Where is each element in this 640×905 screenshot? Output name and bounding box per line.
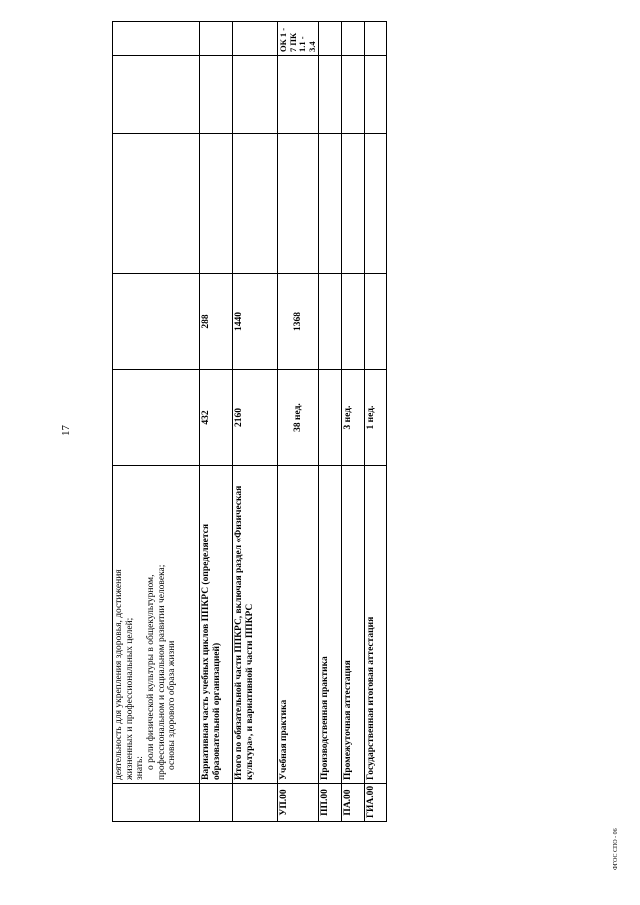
document-footer: ФГОС СПО - 06 bbox=[613, 828, 619, 870]
row-code bbox=[233, 784, 278, 822]
description-line: знать: bbox=[135, 756, 146, 780]
cell-competence-codes: ОК 1 - 7 ПК 1.1 - 3.4 bbox=[278, 22, 319, 56]
table-row bbox=[200, 22, 233, 822]
cell-disciplines bbox=[200, 134, 233, 274]
page-number: 17 bbox=[60, 425, 72, 436]
cell-extra bbox=[342, 22, 365, 56]
description-line: профессиональном и социальном развитии человека; bbox=[156, 564, 167, 780]
cell-max-load: 3 нед. bbox=[342, 370, 365, 466]
cell-competences bbox=[200, 56, 233, 134]
description-line: жизненных и профессиональных целей; bbox=[124, 617, 135, 780]
cell-required-hours: 1368 bbox=[278, 274, 319, 370]
row-code: ПП.00 bbox=[319, 784, 342, 822]
cell-required-hours bbox=[319, 274, 342, 370]
cell-extra bbox=[365, 22, 387, 56]
table-row bbox=[365, 22, 387, 822]
cell-max-load: 2160 bbox=[233, 370, 278, 466]
cell-max-load: 432 bbox=[200, 370, 233, 466]
row-name: Вариативная часть учебных циклов ППКРС (определяется образовательной организацией) bbox=[200, 466, 233, 784]
row-code bbox=[200, 784, 233, 822]
cell-required-hours bbox=[342, 274, 365, 370]
description-line: основы здорового образа жизни bbox=[167, 640, 178, 770]
cell-disciplines bbox=[233, 134, 278, 274]
curriculum-table-rotated bbox=[112, 22, 377, 822]
cell-disciplines bbox=[365, 134, 387, 274]
cell-disciplines bbox=[342, 134, 365, 274]
cell-required-hours: 1440 bbox=[233, 274, 278, 370]
cell-disciplines bbox=[278, 134, 319, 274]
description-line: деятельность для укрепления здоровья, достижения bbox=[114, 569, 124, 780]
cell-required-hours: 288 bbox=[200, 274, 233, 370]
cell-max-load: 38 нед. bbox=[278, 370, 319, 466]
row-name: Учебная практика bbox=[278, 466, 319, 784]
row-code: УП.00 bbox=[278, 784, 319, 822]
cell-competences bbox=[319, 56, 342, 134]
cell-competences bbox=[365, 56, 387, 134]
cell-competences bbox=[278, 56, 319, 134]
cell-required-hours bbox=[365, 274, 387, 370]
cell-disciplines bbox=[319, 134, 342, 274]
row-code: ПА.00 bbox=[342, 784, 365, 822]
cell-extra bbox=[233, 22, 278, 56]
row-code bbox=[113, 784, 200, 822]
table-row bbox=[233, 22, 278, 822]
row-name: Итого по обязательной части ППКРС, включая раздел «Физическая культура», и вариативной части ППКРС bbox=[233, 466, 278, 784]
curriculum-table bbox=[112, 21, 387, 822]
row-name: Производственная практика bbox=[319, 466, 342, 784]
cell-competences bbox=[113, 56, 200, 134]
cell-max-load bbox=[319, 370, 342, 466]
row-code: ГИА.00 bbox=[365, 784, 387, 822]
cell-max-load bbox=[113, 370, 200, 466]
table-row bbox=[319, 22, 342, 822]
row-name: Промежуточная аттестация bbox=[342, 466, 365, 784]
cell-competences bbox=[342, 56, 365, 134]
table-row bbox=[342, 22, 365, 822]
table-row bbox=[278, 22, 319, 822]
cell-disciplines bbox=[113, 134, 200, 274]
row-description bbox=[113, 466, 200, 784]
table-row bbox=[113, 22, 200, 822]
cell-max-load: 1 нед. bbox=[365, 370, 387, 466]
description-line: о роли физической культуры в общекультурном, bbox=[145, 574, 156, 770]
cell-extra bbox=[319, 22, 342, 56]
cell-extra bbox=[200, 22, 233, 56]
cell-extra bbox=[113, 22, 200, 56]
cell-required-hours bbox=[113, 274, 200, 370]
cell-competences bbox=[233, 56, 278, 134]
row-name: Государственная итоговая аттестация bbox=[365, 466, 387, 784]
